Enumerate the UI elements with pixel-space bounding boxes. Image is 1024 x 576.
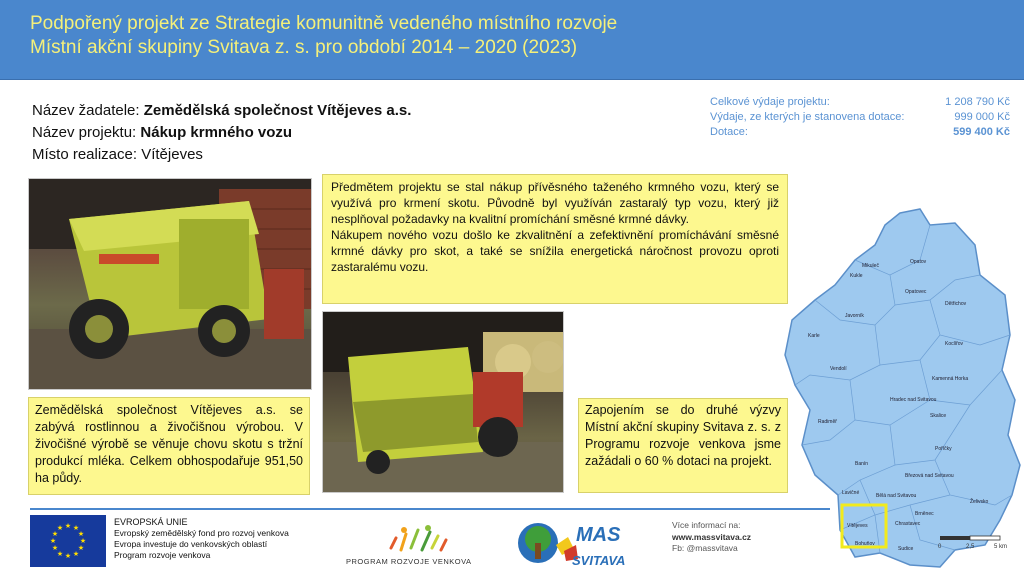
applicant-value: Zemědělská společnost Vítějeves a.s. (143, 102, 412, 119)
svg-text:★: ★ (56, 524, 64, 532)
svg-text:★: ★ (51, 530, 59, 538)
eu-flag-icon (30, 515, 106, 567)
town-label: Březová nad Svitavou (905, 473, 954, 479)
town-label: Dětřichov (945, 301, 967, 307)
feed-wagon-illustration (29, 179, 311, 389)
project-subject-paragraph-1: Předmětem projektu se stal nákup přívěsného taženého krmného vozu, který se využívá pro krmení skotu. Původně byl využíván zastaralý typ vozu, který již nesplňoval požadavky na kvalitní promíchání směsné krmné dávky. (331, 180, 779, 226)
town-label: Vítějeves (847, 523, 868, 529)
budget-eligible-row (710, 110, 1010, 125)
project-name-row (32, 122, 411, 144)
svg-text:★: ★ (72, 550, 80, 558)
contact-info (672, 520, 751, 555)
town-label: Hradec nad Svitavou (890, 397, 937, 403)
town-label: Mikuleč (862, 263, 879, 269)
svitava-logo-text: SVITAVA (572, 553, 626, 568)
town-label: Koclířov (945, 341, 964, 347)
town-label: Opatovec (905, 289, 927, 295)
town-label: Poříčky (935, 446, 952, 452)
company-description-text: Zemědělská společnost Vítějeves a.s. se zabývá rostlinnou a živočišnou výrobou. V živočišné výrobě se věnuje chovu skotu s tržní produkcí mléka. Celkem obhospodařuje 951,50 ha půdy. (35, 403, 303, 485)
town-label: Radiměř (818, 419, 837, 425)
eu-line-2: Evropa investuje do venkovských oblastí (114, 539, 268, 549)
company-description-box (28, 397, 310, 495)
footer-divider (30, 508, 830, 510)
budget-total-value: 1 208 790 Kč (945, 96, 1010, 108)
budget-grant-label: Dotace: (710, 126, 748, 138)
budget-summary (710, 95, 1010, 140)
town-label: Kukle (850, 273, 863, 279)
svg-text:★: ★ (77, 544, 85, 552)
svg-text:★: ★ (64, 552, 72, 560)
svg-text:★: ★ (79, 537, 87, 545)
map-scale-svg (938, 534, 1018, 564)
project-name-label: Název projektu: (32, 124, 141, 141)
eu-title: EVROPSKÁ UNIE (114, 517, 188, 527)
header-title-line2: Místní akční skupiny Svitava z. s. pro období 2014 – 2020 (2023) (30, 37, 578, 58)
call-description-text: Zapojením se do druhé výzvy Místní akční skupiny Svitava z. s. z Programu rozvoje venkova jsme zažádali o 60 % dotaci na projekt. (585, 403, 781, 468)
call-description-box (578, 398, 788, 493)
feed-wagon-rear-illustration (323, 312, 563, 492)
eu-funding-text (114, 517, 289, 561)
budget-total-label: Celkové výdaje projektu: (710, 96, 830, 108)
town-label: Brněnec (915, 511, 934, 517)
svg-text:★: ★ (64, 522, 72, 530)
town-label: Chrastavec (895, 521, 921, 527)
town-label: Bělá nad Svitavou (876, 493, 917, 499)
town-label: Opatov (910, 259, 927, 265)
town-label: Karle (808, 333, 820, 339)
header-title-line1: Podpořený projekt ze Strategie komunitně vedeného místního rozvoje (30, 13, 618, 34)
header-banner (0, 0, 1024, 80)
project-subject-paragraph-2: Nákupem nového vozu došlo ke zkvalitnění a zefektivnění promíchávání směsné krmné dávky pro skot, a také se snížila energetická náročnost provozu oproti zastaralému vozu. (331, 228, 779, 274)
town-label: Skalice (930, 413, 947, 419)
prv-logo-text: PROGRAM ROZVOJE VENKOVA (346, 557, 472, 566)
project-info (32, 100, 411, 166)
town-label: Bohuňov (855, 541, 875, 547)
feed-wagon-photo (28, 178, 312, 390)
town-label: Lavičné (842, 490, 860, 496)
svg-text:★: ★ (51, 544, 59, 552)
scale-label-0: 0 (938, 544, 942, 550)
budget-eligible-value: 999 000 Kč (954, 111, 1010, 123)
budget-total-row (710, 95, 1010, 110)
town-label: Javorník (845, 313, 864, 319)
budget-grant-row (710, 125, 1010, 140)
project-subject-box (322, 174, 788, 304)
town-label: Banín (855, 461, 869, 467)
feed-wagon-rear-photo (322, 311, 564, 493)
town-label: Kamenná Horka (932, 376, 969, 382)
eu-line-3: Program rozvoje venkova (114, 550, 211, 560)
applicant-row (32, 100, 411, 122)
contact-label: Více informací na: (672, 520, 741, 530)
website-link[interactable]: www.massvitava.cz (672, 531, 752, 542)
budget-grant-value: 599 400 Kč (953, 126, 1010, 138)
applicant-label: Název žadatele: (32, 102, 144, 119)
project-name-value: Nákup krmného vozu (140, 124, 293, 141)
mas-svitava-logo (516, 515, 636, 571)
scale-label-mid: 2,5 (966, 544, 975, 550)
svg-text:★: ★ (49, 537, 57, 545)
town-label: Vendolí (830, 366, 847, 372)
scale-label-end: 5 km (994, 544, 1008, 550)
map-scale-bar (938, 534, 1018, 564)
territory-outline (785, 209, 1020, 567)
svg-text:★: ★ (77, 530, 85, 538)
svg-text:★: ★ (72, 524, 80, 532)
territory-map (780, 205, 1024, 569)
town-label: Želivsko (970, 499, 989, 505)
facebook-link[interactable]: Fb: @massvitava (672, 543, 738, 553)
eu-line-1: Evropský zemědělský fond pro rozvoj venkova (114, 528, 289, 538)
budget-eligible-label: Výdaje, ze kterých je stanovena dotace: (710, 111, 905, 123)
place-row (32, 144, 411, 166)
mas-logo-text: MAS (576, 524, 621, 546)
town-label: Sudice (898, 546, 914, 552)
place-value: Vítějeves (141, 146, 203, 163)
place-label: Místo realizace: (32, 146, 142, 163)
territory-map-svg (780, 205, 1024, 569)
svg-text:★: ★ (56, 550, 64, 558)
